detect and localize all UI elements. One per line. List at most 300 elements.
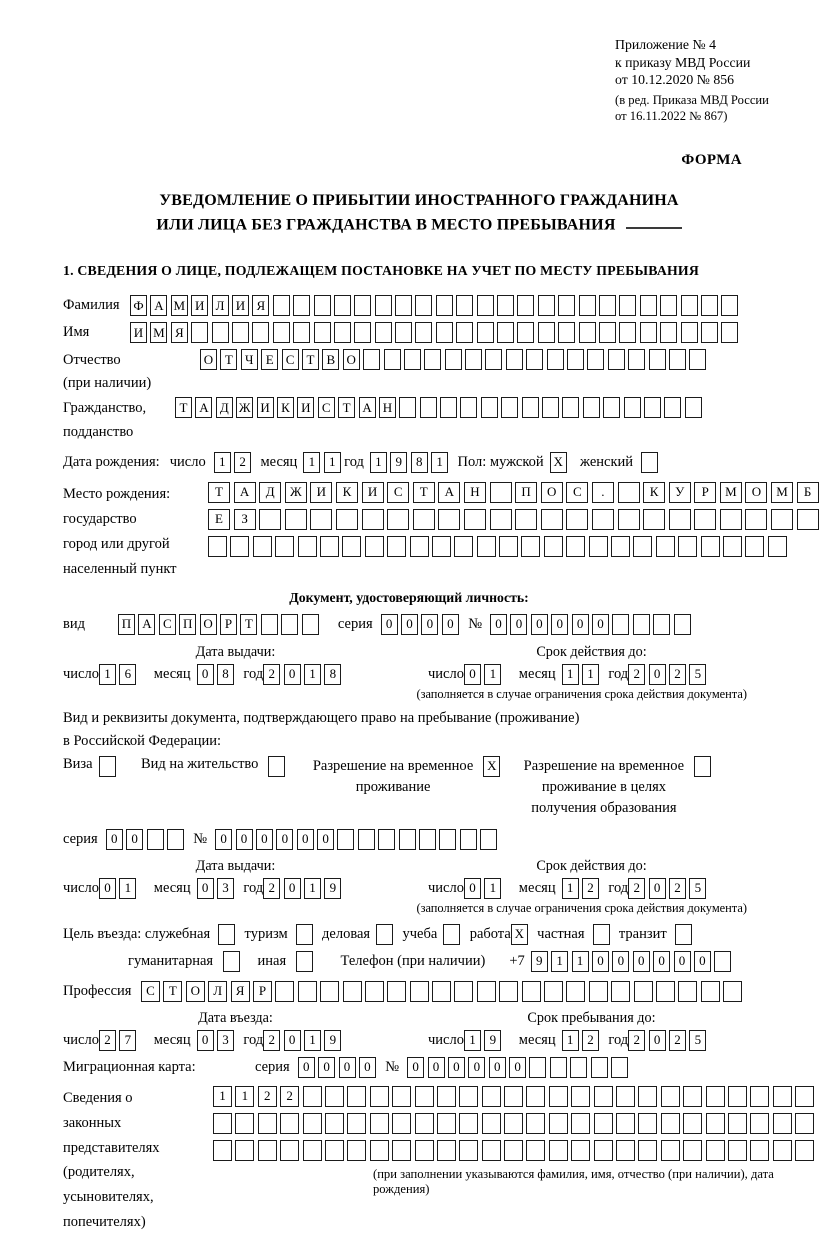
form-cell[interactable]: С (566, 482, 588, 503)
form-cell[interactable]: 0 (442, 614, 459, 635)
form-cell[interactable]: X (483, 756, 500, 777)
form-cell[interactable] (526, 349, 543, 370)
form-cell[interactable]: С (159, 614, 176, 635)
form-cell[interactable] (542, 397, 559, 418)
form-cell[interactable] (544, 981, 563, 1002)
form-cell[interactable] (362, 509, 384, 530)
form-cell[interactable]: С (318, 397, 335, 418)
form-cell[interactable] (456, 295, 473, 316)
form-cell[interactable] (664, 397, 681, 418)
form-cell[interactable] (439, 829, 456, 850)
form-cell[interactable]: Е (208, 509, 230, 530)
form-cell[interactable] (437, 1140, 456, 1161)
form-cell[interactable] (544, 536, 563, 557)
form-cell[interactable] (465, 349, 482, 370)
form-cell[interactable]: Л (212, 295, 229, 316)
form-cell[interactable] (571, 1113, 590, 1134)
form-cell[interactable]: 2 (280, 1086, 299, 1107)
form-cell[interactable] (608, 349, 625, 370)
form-cell[interactable] (258, 1113, 277, 1134)
form-cell[interactable]: 1 (582, 664, 599, 685)
form-cell[interactable] (593, 924, 610, 945)
form-cell[interactable]: С (141, 981, 160, 1002)
form-cell[interactable] (701, 295, 718, 316)
form-cell[interactable] (213, 1140, 232, 1161)
form-cell[interactable]: Т (175, 397, 192, 418)
form-cell[interactable]: 0 (572, 614, 589, 635)
form-cell[interactable] (634, 981, 653, 1002)
form-cell[interactable]: Я (252, 295, 269, 316)
form-cell[interactable] (392, 1086, 411, 1107)
form-cell[interactable]: Д (259, 482, 281, 503)
form-cell[interactable]: 0 (339, 1057, 356, 1078)
form-cell[interactable] (354, 322, 371, 343)
form-cell[interactable]: О (541, 482, 563, 503)
form-cell[interactable] (721, 295, 738, 316)
form-cell[interactable] (314, 322, 331, 343)
form-cell[interactable] (683, 1086, 702, 1107)
form-cell[interactable]: 2 (669, 878, 686, 899)
form-cell[interactable]: X (511, 924, 528, 945)
form-cell[interactable] (526, 1140, 545, 1161)
form-cell[interactable]: 6 (119, 664, 136, 685)
form-cell[interactable] (363, 349, 380, 370)
form-cell[interactable]: 7 (119, 1030, 136, 1051)
form-cell[interactable]: 9 (484, 1030, 501, 1051)
form-cell[interactable]: 2 (258, 1086, 277, 1107)
form-cell[interactable] (376, 924, 393, 945)
form-cell[interactable] (293, 322, 310, 343)
form-cell[interactable]: П (118, 614, 135, 635)
form-cell[interactable]: С (387, 482, 409, 503)
form-cell[interactable] (522, 397, 539, 418)
form-cell[interactable] (285, 509, 307, 530)
form-cell[interactable]: Ж (236, 397, 253, 418)
form-cell[interactable]: 9 (324, 878, 341, 899)
form-cell[interactable] (298, 536, 317, 557)
form-cell[interactable] (583, 397, 600, 418)
form-cell[interactable] (490, 509, 512, 530)
form-cell[interactable] (460, 397, 477, 418)
form-cell[interactable]: 0 (592, 951, 609, 972)
form-cell[interactable] (594, 1113, 613, 1134)
form-cell[interactable] (714, 951, 731, 972)
form-cell[interactable] (723, 981, 742, 1002)
form-cell[interactable]: 0 (649, 664, 666, 685)
form-cell[interactable] (387, 509, 409, 530)
form-cell[interactable] (347, 1140, 366, 1161)
form-cell[interactable] (678, 536, 697, 557)
form-cell[interactable] (638, 1113, 657, 1134)
form-cell[interactable] (320, 981, 339, 1002)
form-cell[interactable]: О (745, 482, 767, 503)
form-cell[interactable] (550, 1057, 567, 1078)
form-cell[interactable]: А (195, 397, 212, 418)
form-cell[interactable] (334, 295, 351, 316)
form-cell[interactable]: П (179, 614, 196, 635)
form-cell[interactable]: 1 (324, 452, 341, 473)
form-cell[interactable]: 2 (582, 878, 599, 899)
form-cell[interactable]: 1 (562, 878, 579, 899)
form-cell[interactable] (413, 509, 435, 530)
form-cell[interactable]: Я (171, 322, 188, 343)
form-cell[interactable]: А (138, 614, 155, 635)
form-cell[interactable] (618, 482, 640, 503)
form-cell[interactable] (660, 295, 677, 316)
form-cell[interactable]: 2 (263, 878, 280, 899)
form-cell[interactable]: М (171, 295, 188, 316)
form-cell[interactable]: 0 (99, 878, 116, 899)
form-cell[interactable] (592, 509, 614, 530)
form-cell[interactable] (773, 1086, 792, 1107)
form-cell[interactable] (517, 295, 534, 316)
form-cell[interactable] (547, 349, 564, 370)
form-cell[interactable] (343, 981, 362, 1002)
form-cell[interactable] (325, 1140, 344, 1161)
form-cell[interactable] (399, 829, 416, 850)
form-cell[interactable] (728, 1086, 747, 1107)
form-cell[interactable] (415, 1113, 434, 1134)
form-cell[interactable] (482, 1140, 501, 1161)
form-cell[interactable] (611, 1057, 628, 1078)
form-cell[interactable] (571, 1086, 590, 1107)
form-cell[interactable]: 0 (256, 829, 273, 850)
form-cell[interactable] (280, 1113, 299, 1134)
form-cell[interactable]: 0 (510, 614, 527, 635)
form-cell[interactable] (303, 1113, 322, 1134)
form-cell[interactable]: 1 (551, 951, 568, 972)
form-cell[interactable] (497, 295, 514, 316)
form-cell[interactable]: 0 (674, 951, 691, 972)
form-cell[interactable] (218, 924, 235, 945)
form-cell[interactable]: 8 (324, 664, 341, 685)
form-cell[interactable] (375, 295, 392, 316)
form-cell[interactable] (515, 509, 537, 530)
form-cell[interactable]: 0 (284, 878, 301, 899)
form-cell[interactable] (529, 1057, 546, 1078)
form-cell[interactable]: И (297, 397, 314, 418)
form-cell[interactable] (454, 981, 473, 1002)
form-cell[interactable] (795, 1086, 814, 1107)
form-cell[interactable]: 0 (197, 1030, 214, 1051)
form-cell[interactable] (208, 536, 227, 557)
form-cell[interactable]: М (771, 482, 793, 503)
form-cell[interactable] (395, 322, 412, 343)
form-cell[interactable] (745, 509, 767, 530)
form-cell[interactable]: 2 (669, 664, 686, 685)
form-cell[interactable]: 1 (484, 878, 501, 899)
form-cell[interactable]: 0 (592, 614, 609, 635)
form-cell[interactable]: 9 (531, 951, 548, 972)
form-cell[interactable]: И (130, 322, 147, 343)
form-cell[interactable] (579, 322, 596, 343)
form-cell[interactable]: И (310, 482, 332, 503)
form-cell[interactable]: П (515, 482, 537, 503)
form-cell[interactable] (497, 322, 514, 343)
form-cell[interactable]: 0 (649, 878, 666, 899)
form-cell[interactable]: Н (379, 397, 396, 418)
form-cell[interactable]: 1 (99, 664, 116, 685)
form-cell[interactable] (506, 349, 523, 370)
form-cell[interactable] (337, 829, 354, 850)
form-cell[interactable]: 0 (276, 829, 293, 850)
form-cell[interactable] (768, 536, 787, 557)
form-cell[interactable] (624, 397, 641, 418)
form-cell[interactable] (750, 1140, 769, 1161)
form-cell[interactable] (370, 1086, 389, 1107)
form-cell[interactable] (365, 536, 384, 557)
form-cell[interactable]: 0 (428, 1057, 445, 1078)
form-cell[interactable] (454, 536, 473, 557)
form-cell[interactable] (591, 1057, 608, 1078)
form-cell[interactable] (459, 1086, 478, 1107)
form-cell[interactable]: М (150, 322, 167, 343)
form-cell[interactable]: 1 (304, 664, 321, 685)
form-cell[interactable] (771, 509, 793, 530)
form-cell[interactable] (638, 1086, 657, 1107)
form-cell[interactable] (347, 1086, 366, 1107)
form-cell[interactable]: 0 (317, 829, 334, 850)
form-cell[interactable] (611, 536, 630, 557)
form-cell[interactable]: Н (464, 482, 486, 503)
form-cell[interactable] (212, 322, 229, 343)
form-cell[interactable] (653, 614, 670, 635)
form-cell[interactable] (628, 349, 645, 370)
form-cell[interactable] (745, 536, 764, 557)
form-cell[interactable] (392, 1140, 411, 1161)
form-cell[interactable] (566, 536, 585, 557)
form-cell[interactable]: 5 (689, 1030, 706, 1051)
form-cell[interactable] (678, 981, 697, 1002)
form-cell[interactable] (721, 322, 738, 343)
form-cell[interactable] (669, 509, 691, 530)
form-cell[interactable] (640, 322, 657, 343)
form-cell[interactable] (375, 322, 392, 343)
form-cell[interactable]: 0 (612, 951, 629, 972)
form-cell[interactable] (334, 322, 351, 343)
form-cell[interactable] (432, 981, 451, 1002)
form-cell[interactable] (694, 509, 716, 530)
form-cell[interactable] (541, 509, 563, 530)
form-cell[interactable] (399, 397, 416, 418)
form-cell[interactable] (147, 829, 164, 850)
form-cell[interactable] (273, 295, 290, 316)
form-cell[interactable] (410, 981, 429, 1002)
form-cell[interactable] (549, 1113, 568, 1134)
form-cell[interactable] (387, 981, 406, 1002)
form-cell[interactable] (420, 397, 437, 418)
form-cell[interactable] (526, 1113, 545, 1134)
form-cell[interactable] (482, 1113, 501, 1134)
form-cell[interactable]: О (343, 349, 360, 370)
form-cell[interactable] (464, 509, 486, 530)
form-cell[interactable]: Р (220, 614, 237, 635)
form-cell[interactable] (656, 536, 675, 557)
form-cell[interactable] (477, 536, 496, 557)
form-cell[interactable] (587, 349, 604, 370)
form-cell[interactable] (404, 349, 421, 370)
form-cell[interactable]: И (362, 482, 384, 503)
form-cell[interactable]: 1 (213, 1086, 232, 1107)
form-cell[interactable] (358, 829, 375, 850)
form-cell[interactable] (566, 981, 585, 1002)
form-cell[interactable] (538, 322, 555, 343)
form-cell[interactable]: 2 (263, 664, 280, 685)
form-cell[interactable] (365, 981, 384, 1002)
form-cell[interactable] (611, 981, 630, 1002)
form-cell[interactable]: 2 (628, 1030, 645, 1051)
form-cell[interactable] (522, 981, 541, 1002)
form-cell[interactable]: Т (302, 349, 319, 370)
form-cell[interactable] (273, 322, 290, 343)
form-cell[interactable] (526, 1086, 545, 1107)
form-cell[interactable] (567, 349, 584, 370)
form-cell[interactable] (384, 349, 401, 370)
form-cell[interactable]: 0 (215, 829, 232, 850)
form-cell[interactable] (661, 1140, 680, 1161)
form-cell[interactable]: 1 (562, 664, 579, 685)
form-cell[interactable]: 1 (370, 452, 387, 473)
form-cell[interactable] (594, 1140, 613, 1161)
form-cell[interactable]: 8 (217, 664, 234, 685)
form-cell[interactable] (594, 1086, 613, 1107)
form-cell[interactable] (354, 295, 371, 316)
form-cell[interactable] (616, 1140, 635, 1161)
form-cell[interactable] (504, 1086, 523, 1107)
form-cell[interactable] (310, 509, 332, 530)
form-cell[interactable]: 0 (106, 829, 123, 850)
form-cell[interactable] (619, 322, 636, 343)
form-cell[interactable] (603, 397, 620, 418)
form-cell[interactable] (773, 1113, 792, 1134)
form-cell[interactable] (579, 295, 596, 316)
form-cell[interactable]: 9 (390, 452, 407, 473)
form-cell[interactable] (347, 1113, 366, 1134)
form-cell[interactable]: 1 (214, 452, 231, 473)
form-cell[interactable]: Б (797, 482, 819, 503)
form-cell[interactable]: 0 (197, 878, 214, 899)
form-cell[interactable] (689, 349, 706, 370)
form-cell[interactable] (395, 295, 412, 316)
form-cell[interactable]: З (234, 509, 256, 530)
form-cell[interactable] (589, 981, 608, 1002)
form-cell[interactable]: 2 (628, 878, 645, 899)
form-cell[interactable] (641, 452, 658, 473)
form-cell[interactable]: К (336, 482, 358, 503)
form-cell[interactable] (720, 509, 742, 530)
form-cell[interactable]: . (592, 482, 614, 503)
form-cell[interactable] (293, 295, 310, 316)
form-cell[interactable]: 0 (464, 664, 481, 685)
form-cell[interactable] (490, 482, 512, 503)
form-cell[interactable]: 0 (407, 1057, 424, 1078)
form-cell[interactable]: 0 (284, 1030, 301, 1051)
form-cell[interactable]: И (191, 295, 208, 316)
form-cell[interactable] (795, 1113, 814, 1134)
form-cell[interactable] (459, 1140, 478, 1161)
form-cell[interactable]: У (669, 482, 691, 503)
form-cell[interactable]: 0 (448, 1057, 465, 1078)
form-cell[interactable]: 0 (633, 951, 650, 972)
form-cell[interactable] (370, 1140, 389, 1161)
form-cell[interactable]: 0 (421, 614, 438, 635)
form-cell[interactable]: 5 (689, 878, 706, 899)
form-cell[interactable]: 5 (689, 664, 706, 685)
form-cell[interactable] (589, 536, 608, 557)
form-cell[interactable] (99, 756, 116, 777)
form-cell[interactable]: 9 (324, 1030, 341, 1051)
form-cell[interactable]: 0 (298, 1057, 315, 1078)
form-cell[interactable] (443, 924, 460, 945)
form-cell[interactable]: 1 (303, 452, 320, 473)
form-cell[interactable]: 0 (126, 829, 143, 850)
form-cell[interactable]: X (550, 452, 567, 473)
form-cell[interactable]: 0 (531, 614, 548, 635)
form-cell[interactable] (706, 1113, 725, 1134)
form-cell[interactable] (424, 349, 441, 370)
form-cell[interactable]: Д (216, 397, 233, 418)
form-cell[interactable]: О (200, 614, 217, 635)
form-cell[interactable] (325, 1113, 344, 1134)
form-cell[interactable] (477, 295, 494, 316)
form-cell[interactable] (562, 397, 579, 418)
form-cell[interactable] (795, 1140, 814, 1161)
form-cell[interactable] (570, 1057, 587, 1078)
form-cell[interactable] (681, 295, 698, 316)
form-cell[interactable]: 1 (304, 1030, 321, 1051)
form-cell[interactable] (280, 1140, 299, 1161)
form-cell[interactable]: 0 (489, 1057, 506, 1078)
form-cell[interactable] (649, 349, 666, 370)
form-cell[interactable] (259, 509, 281, 530)
form-cell[interactable] (378, 829, 395, 850)
form-cell[interactable]: 1 (464, 1030, 481, 1051)
form-cell[interactable] (440, 397, 457, 418)
form-cell[interactable] (558, 295, 575, 316)
form-cell[interactable]: К (643, 482, 665, 503)
form-cell[interactable] (669, 349, 686, 370)
form-cell[interactable] (571, 1140, 590, 1161)
form-cell[interactable] (415, 322, 432, 343)
form-cell[interactable]: И (257, 397, 274, 418)
form-cell[interactable] (661, 1113, 680, 1134)
form-cell[interactable]: Л (208, 981, 227, 1002)
form-cell[interactable]: Т (338, 397, 355, 418)
form-cell[interactable] (253, 536, 272, 557)
form-cell[interactable]: 3 (217, 878, 234, 899)
form-cell[interactable] (235, 1113, 254, 1134)
form-cell[interactable] (633, 536, 652, 557)
form-cell[interactable] (191, 322, 208, 343)
form-cell[interactable] (415, 1140, 434, 1161)
form-cell[interactable] (681, 322, 698, 343)
form-cell[interactable]: 0 (197, 664, 214, 685)
form-cell[interactable]: 2 (99, 1030, 116, 1051)
form-cell[interactable] (558, 322, 575, 343)
form-cell[interactable] (773, 1140, 792, 1161)
form-cell[interactable]: Р (253, 981, 272, 1002)
form-cell[interactable] (566, 509, 588, 530)
form-cell[interactable]: 2 (628, 664, 645, 685)
form-cell[interactable]: 0 (284, 664, 301, 685)
form-cell[interactable] (261, 614, 278, 635)
form-cell[interactable] (549, 1140, 568, 1161)
form-cell[interactable] (460, 829, 477, 850)
form-cell[interactable] (481, 397, 498, 418)
form-cell[interactable] (599, 322, 616, 343)
form-cell[interactable]: А (359, 397, 376, 418)
form-cell[interactable] (223, 951, 240, 972)
